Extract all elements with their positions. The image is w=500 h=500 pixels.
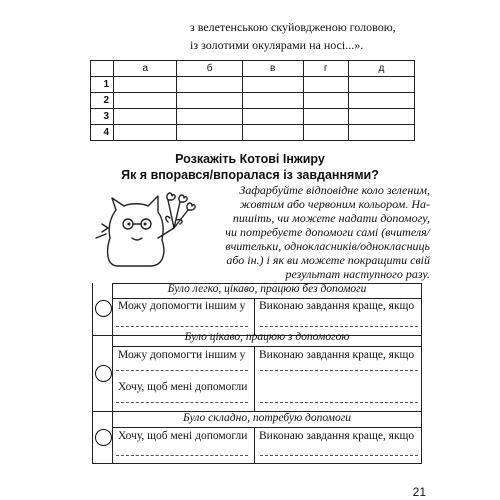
section-title-interesting: Було цікаво, працюю з допомогою xyxy=(184,331,350,343)
instruction-line: Зафарбуйте відповідне коло зеленим, xyxy=(239,183,430,197)
grid-cell[interactable] xyxy=(303,77,348,93)
grid-cell[interactable] xyxy=(348,77,414,93)
grid-cell[interactable] xyxy=(114,93,177,109)
letter-number-grid xyxy=(90,60,415,141)
want-help-label: Хочу, щоб мені допомогли xyxy=(118,381,248,393)
answer-line[interactable] xyxy=(116,455,248,456)
cat-with-flowers-illustration xyxy=(88,188,198,278)
section-divider xyxy=(112,346,422,347)
grid-row-number: 1 xyxy=(91,77,114,93)
grid-cell[interactable] xyxy=(177,125,242,141)
grid-cell[interactable] xyxy=(177,93,242,109)
grid-header-cell: а xyxy=(114,61,177,77)
section-divider xyxy=(112,298,422,299)
poem-line-1: з велетенською скуйовдженою головою, xyxy=(190,20,396,34)
answer-line[interactable] xyxy=(116,402,248,403)
answer-line[interactable] xyxy=(260,326,418,327)
heading-line-2: Як я впорався/впоралася із завданнями? xyxy=(121,168,379,182)
red-circle-difficult[interactable] xyxy=(95,429,112,446)
grid-row-number: 3 xyxy=(91,109,114,125)
section-left-border xyxy=(112,331,113,411)
grid-cell[interactable] xyxy=(303,93,348,109)
poem-excerpt xyxy=(190,18,440,54)
section-left-border xyxy=(112,283,113,335)
grid-header-cell: в xyxy=(242,61,303,77)
section-divider xyxy=(112,427,422,428)
section-column-divider xyxy=(254,298,255,335)
poem-line-2: із золотими окулярами на носі...». xyxy=(190,38,364,52)
section-title-easy: Було легко, цікаво, працюю без допомоги xyxy=(167,283,367,295)
grid-cell[interactable] xyxy=(242,77,303,93)
answer-line[interactable] xyxy=(116,326,248,327)
section-left-border xyxy=(112,412,113,463)
help-others-label: Можу допомогти іншим у xyxy=(118,300,246,312)
instruction-line: вчительки, однокласників/однокласниць xyxy=(225,239,430,253)
improve-label: Виконаю завдання краще, якщо xyxy=(259,430,415,442)
grid-row xyxy=(91,125,415,141)
help-others-label: Можу допомогти іншим у xyxy=(118,349,246,361)
grid-cell[interactable] xyxy=(114,125,177,141)
instruction-line: пишіть, чи можете надати допомогу, xyxy=(232,211,430,225)
improve-label: Виконаю завдання краще, якщо xyxy=(259,349,415,361)
answer-line[interactable] xyxy=(260,455,418,456)
grid-cell[interactable] xyxy=(177,77,242,93)
instruction-line: жовтим або червоним кольором. На- xyxy=(239,197,430,211)
grid-header-cell: г xyxy=(303,61,348,77)
answer-line[interactable] xyxy=(116,370,248,371)
grid-cell[interactable] xyxy=(114,109,177,125)
grid-cell[interactable] xyxy=(303,125,348,141)
grid-cell[interactable] xyxy=(177,109,242,125)
grid-cell[interactable] xyxy=(114,77,177,93)
section-column-divider xyxy=(254,346,255,411)
grid-row-number: 2 xyxy=(91,93,114,109)
section-bracket xyxy=(92,331,422,411)
instruction-line: чи потребуєте допомоги самі (вчителя/ xyxy=(225,225,430,239)
grid-cell[interactable] xyxy=(348,93,414,109)
grid-row-number: 4 xyxy=(91,125,114,141)
improve-label: Виконаю завдання краще, якщо xyxy=(259,300,415,312)
grid-row xyxy=(91,77,415,93)
grid-row xyxy=(91,109,415,125)
section-title-difficult: Було складно, потребую допомоги xyxy=(182,412,352,424)
grid-cell[interactable] xyxy=(303,109,348,125)
grid-cell[interactable] xyxy=(348,125,414,141)
grid-row xyxy=(91,93,415,109)
section-column-divider xyxy=(254,427,255,463)
answer-line[interactable] xyxy=(260,370,418,371)
grid-cell[interactable] xyxy=(242,93,303,109)
yellow-circle-interesting[interactable] xyxy=(95,365,112,382)
grid-cell[interactable] xyxy=(242,109,303,125)
answer-line[interactable] xyxy=(260,402,418,403)
reflection-heading xyxy=(0,151,500,183)
instruction-line: або ін.) і як ви можете покращити свій xyxy=(226,253,430,267)
green-circle-easy[interactable] xyxy=(95,300,112,317)
grid-cell[interactable] xyxy=(242,125,303,141)
heading-line-1: Розкажіть Котові Інжиру xyxy=(175,152,325,166)
grid-header-cell: д xyxy=(348,61,414,77)
instruction-text xyxy=(210,183,430,281)
section-bottom-line xyxy=(92,463,422,464)
want-help-label: Хочу, щоб мені допомогли xyxy=(118,430,248,442)
instruction-line: результат наступного разу. xyxy=(285,267,430,281)
grid-header-row xyxy=(91,61,415,77)
grid-header-cell: б xyxy=(177,61,242,77)
grid-cell[interactable] xyxy=(348,109,414,125)
grid-corner-cell xyxy=(91,61,114,77)
page-number: 21 xyxy=(412,485,426,499)
